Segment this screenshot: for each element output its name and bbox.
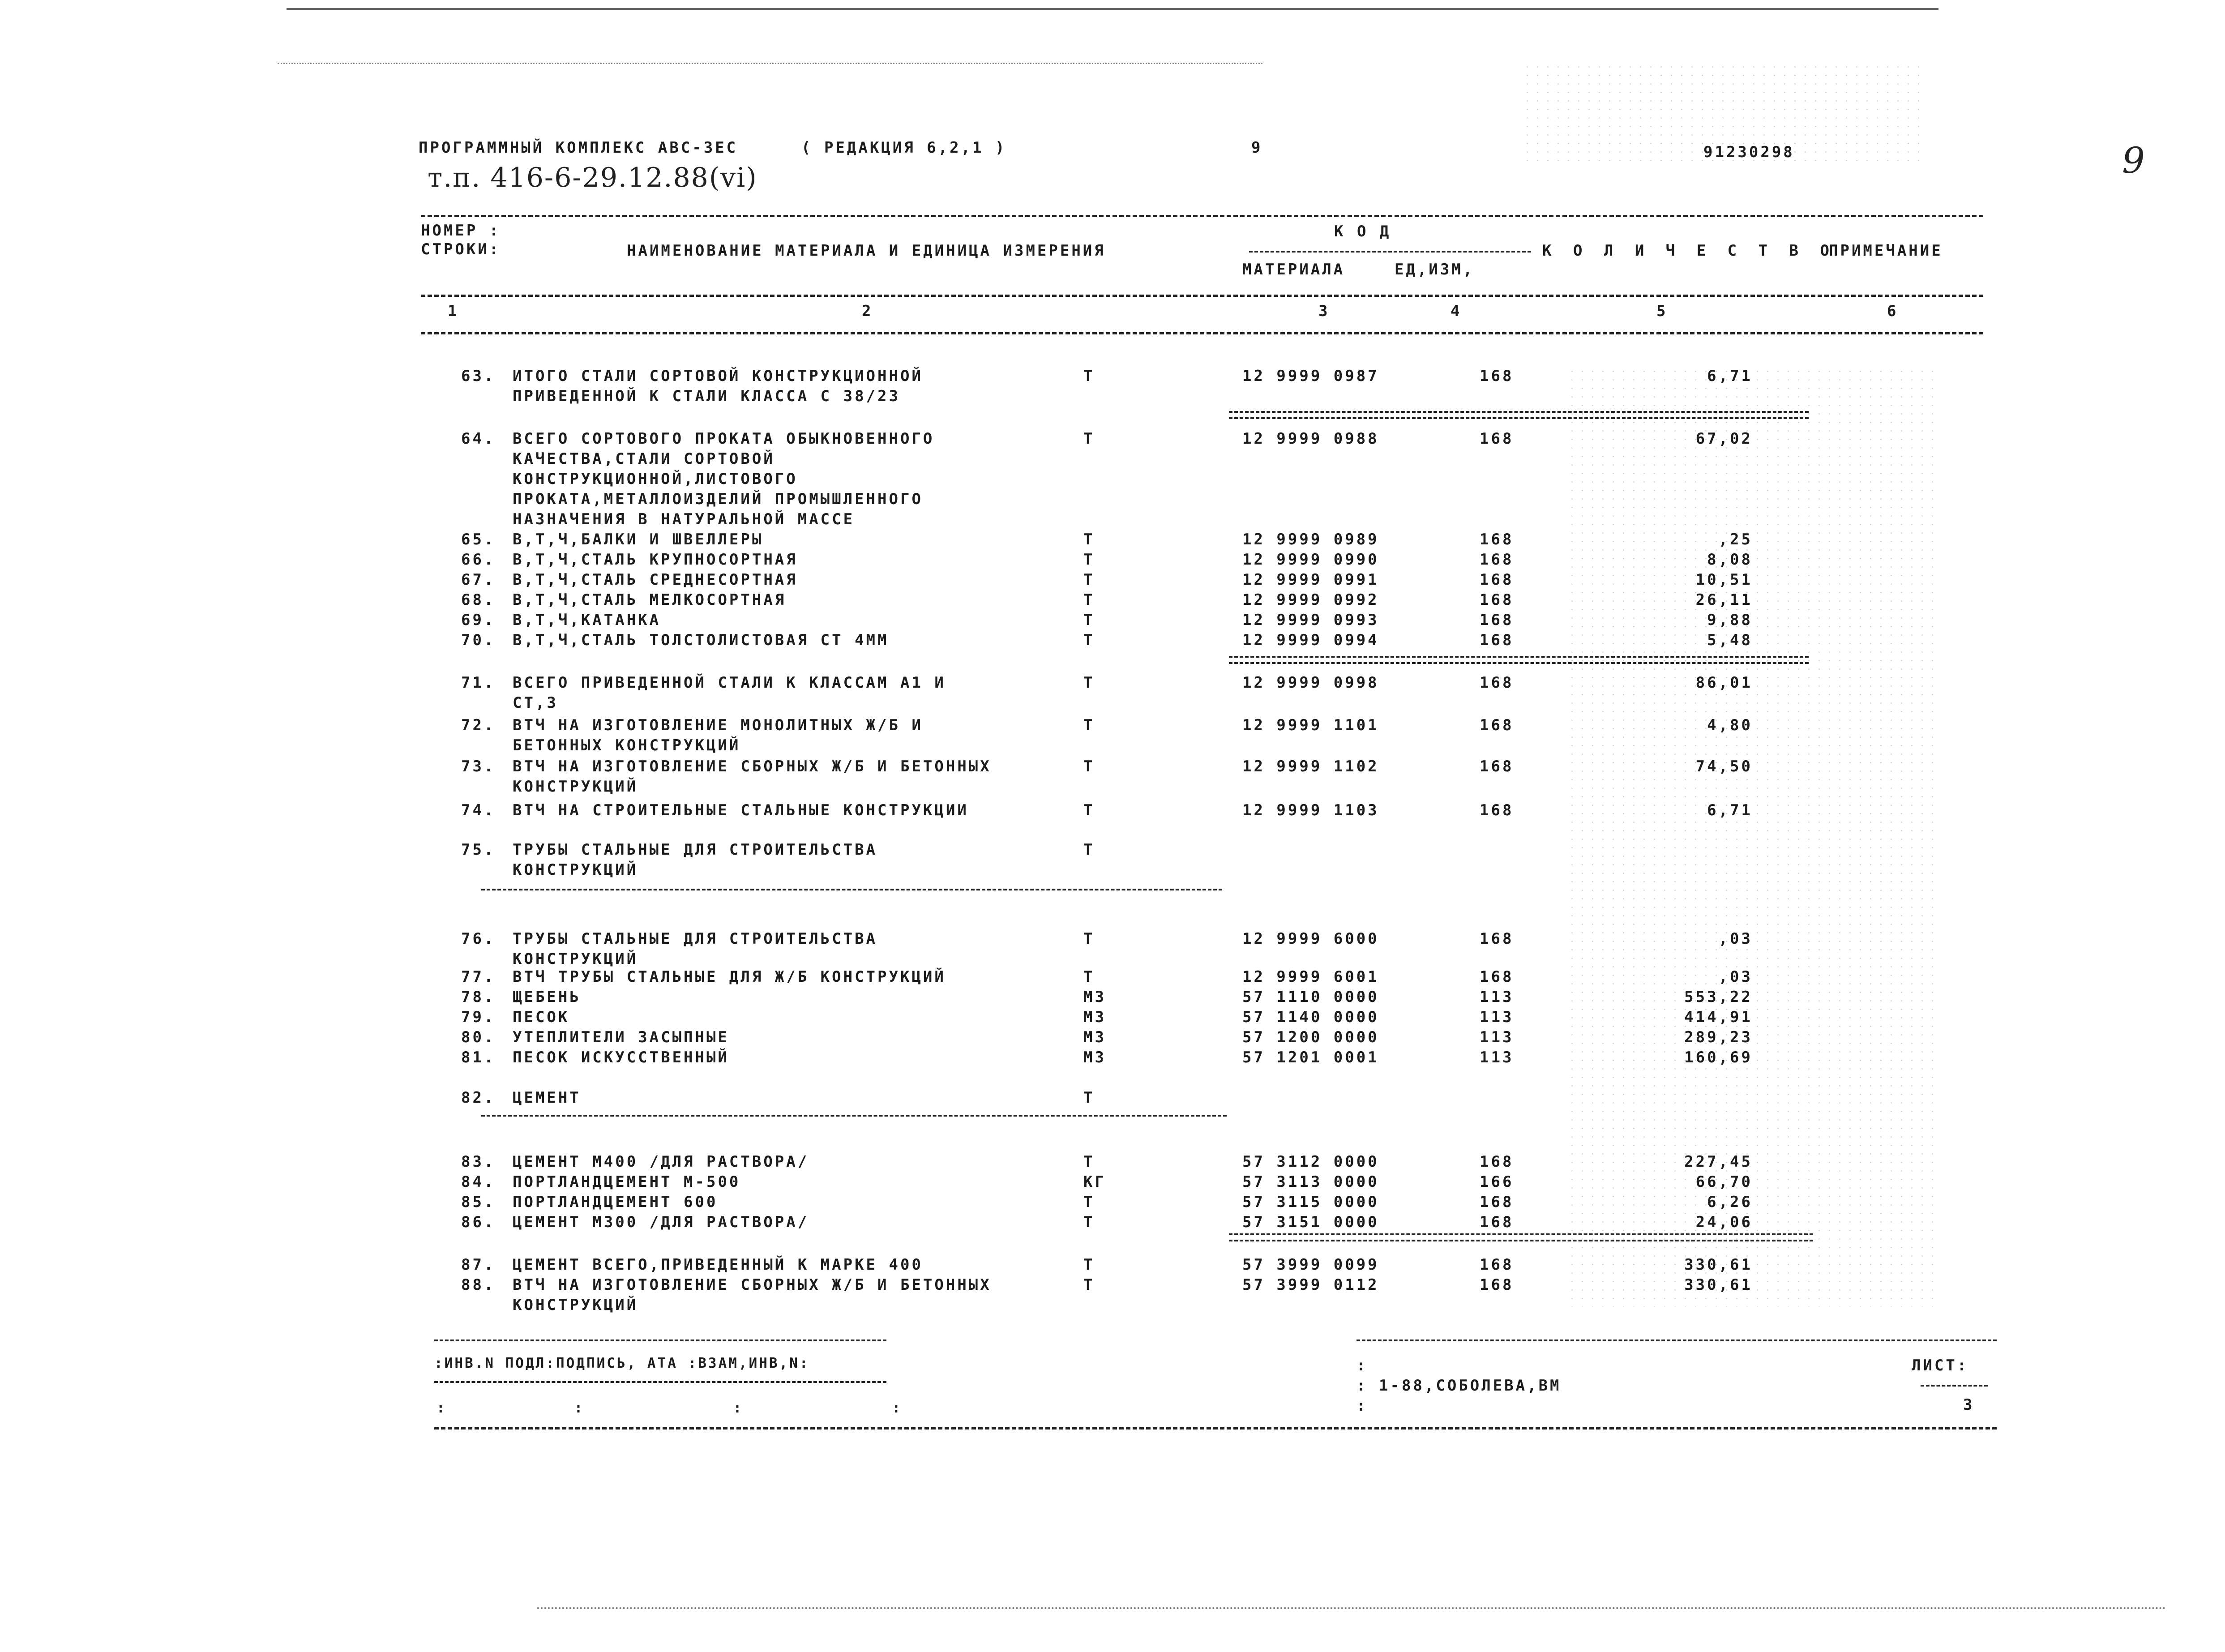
quantity-value: 8,08 (1707, 551, 1753, 569)
material-name-line: В,Т,Ч,БАЛКИ И ШВЕЛЛЕРЫ (513, 531, 764, 548)
kod-subrule (1249, 251, 1531, 253)
sheet-number: 3 (1963, 1396, 1975, 1414)
row-number: 67. (461, 571, 496, 589)
row-number: 77. (461, 968, 496, 986)
unit-code: 168 (1480, 631, 1514, 649)
colnum-1: 1 (448, 302, 459, 320)
unit-of-measure: Т (1083, 631, 1095, 649)
unit-code: 168 (1480, 1153, 1514, 1171)
col1-header-line2: СТРОКИ: (421, 240, 501, 258)
header-bottom-rule (421, 332, 1983, 334)
quantity-value: 74,50 (1695, 758, 1753, 775)
material-name-line: КОНСТРУКЦИЙ (513, 950, 638, 968)
unit-code: 168 (1480, 1193, 1514, 1211)
unit-of-measure: Т (1083, 430, 1095, 448)
double-rule-71 (1229, 656, 1809, 664)
unit-of-measure: Т (1083, 1213, 1095, 1231)
material-code: 57 3999 0099 (1242, 1256, 1379, 1274)
material-name-line: ПЕСОК (513, 1008, 570, 1026)
sheet-label: ЛИСТ: (1912, 1357, 1969, 1374)
unit-of-measure: М3 (1083, 1028, 1106, 1046)
material-name-line: КОНСТРУКЦИЙ (513, 1296, 638, 1314)
material-code: 12 9999 0989 (1242, 531, 1379, 548)
colnum-5: 5 (1656, 302, 1668, 320)
handwritten-reference: т.п. 416-6-29.12.88(vi) (428, 162, 757, 193)
quantity-value: 414,91 (1684, 1008, 1753, 1026)
program-name: ПРОГРАММНЫЙ КОМПЛЕКС АВС-3ЕС (419, 139, 738, 157)
material-code: 57 1110 0000 (1242, 988, 1379, 1006)
title-block-colon: : (1356, 1357, 1368, 1374)
row-number: 74. (461, 801, 496, 819)
col2-header: НАИМЕНОВАНИЕ МАТЕРИАЛА И ЕДИНИЦА ИЗМЕРЕНИЯ (627, 242, 1106, 260)
material-code: 12 9999 1101 (1242, 716, 1379, 734)
unit-code: 168 (1480, 430, 1514, 448)
material-name-line: ЦЕМЕНТ (513, 1089, 581, 1107)
unit-code: 168 (1480, 531, 1514, 548)
sheet-rule (1921, 1385, 1988, 1387)
quantity-value: 227,45 (1684, 1153, 1753, 1171)
material-name-line: В,Т,Ч,СТАЛЬ КРУПНОСОРТНАЯ (513, 551, 798, 569)
unit-code: 168 (1480, 716, 1514, 734)
colnum-3: 3 (1318, 302, 1330, 320)
row-number: 85. (461, 1193, 496, 1211)
stamp-top-rule (434, 1340, 886, 1341)
row-number: 64. (461, 430, 496, 448)
unit-code: 168 (1480, 1256, 1514, 1274)
quantity-value: ,03 (1718, 968, 1753, 986)
material-code: 57 3113 0000 (1242, 1173, 1379, 1191)
material-name-line: ВТЧ НА ИЗГОТОВЛЕНИЕ СБОРНЫХ Ж/Б И БЕТОННЫХ (513, 758, 992, 775)
unit-of-measure: Т (1083, 1089, 1095, 1107)
quantity-value: 6,26 (1707, 1193, 1753, 1211)
material-name-line: КОНСТРУКЦИОННОЙ,ЛИСТОВОГО (513, 470, 798, 488)
unit-of-measure: Т (1083, 1193, 1095, 1211)
material-code: 12 9999 6001 (1242, 968, 1379, 986)
material-code: 57 1201 0001 (1242, 1049, 1379, 1066)
row-number: 76. (461, 930, 496, 948)
quantity-value: 330,61 (1684, 1276, 1753, 1294)
row-number: 75. (461, 841, 496, 859)
row-number: 63. (461, 367, 496, 385)
material-name-line: ПРОКАТА,МЕТАЛЛОИЗДЕЛИЙ ПРОМЫШЛЕННОГО (513, 490, 923, 508)
material-name-line: КОНСТРУКЦИЙ (513, 778, 638, 796)
document-code: 91230298 (1703, 143, 1795, 161)
unit-of-measure: М3 (1083, 1008, 1106, 1026)
material-name-line: КОНСТРУКЦИЙ (513, 861, 638, 879)
unit-code: 168 (1480, 758, 1514, 775)
unit-code: 113 (1480, 1028, 1514, 1046)
double-rule-87 (1229, 1233, 1813, 1241)
row-number: 83. (461, 1153, 496, 1171)
material-name-line: ЦЕМЕНТ М300 /ДЛЯ РАСТВОРА/ (513, 1213, 809, 1231)
unit-code: 113 (1480, 1008, 1514, 1026)
unit-of-measure: Т (1083, 968, 1095, 986)
material-name-line: УТЕПЛИТЕЛИ ЗАСЫПНЫЕ (513, 1028, 729, 1046)
unit-of-measure: М3 (1083, 988, 1106, 1006)
quantity-value: 5,48 (1707, 631, 1753, 649)
row-number: 87. (461, 1256, 496, 1274)
unit-code: 168 (1480, 930, 1514, 948)
row-number: 66. (461, 551, 496, 569)
unit-of-measure: Т (1083, 1276, 1095, 1294)
page-number: 9 (1251, 139, 1263, 157)
unit-code: 168 (1480, 674, 1514, 692)
kod-header: К О Д (1334, 223, 1391, 240)
material-code: 12 9999 0990 (1242, 551, 1379, 569)
quantity-value: 6,71 (1707, 801, 1753, 819)
quantity-value: 330,61 (1684, 1256, 1753, 1274)
stamp-header: :ИНВ.N ПОДЛ:ПОДПИСЬ, АТА :ВЗАМ,ИНВ,N: (434, 1355, 810, 1371)
row-number: 82. (461, 1089, 496, 1107)
unit-code: 166 (1480, 1173, 1514, 1191)
quantity-value: 24,06 (1695, 1213, 1753, 1231)
stamp-mid-rule (434, 1381, 886, 1383)
material-name-line: ПРИВЕДЕННОЙ К СТАЛИ КЛАССА С 38/23 (513, 387, 900, 405)
material-name-line: ВСЕГО СОРТОВОГО ПРОКАТА ОБЫКНОВЕННОГО (513, 430, 935, 448)
scan-noise-line (278, 63, 1262, 64)
quantity-value: 289,23 (1684, 1028, 1753, 1046)
unit-code: 168 (1480, 968, 1514, 986)
row-number: 69. (461, 611, 496, 629)
quantity-value: 86,01 (1695, 674, 1753, 692)
quantity-value: 10,51 (1695, 571, 1753, 589)
material-name-line: СТ,3 (513, 694, 558, 712)
quantity-value: ,25 (1718, 531, 1753, 548)
material-code: 57 3112 0000 (1242, 1153, 1379, 1171)
material-code: 57 3999 0112 (1242, 1276, 1379, 1294)
material-code: 12 9999 0987 (1242, 367, 1379, 385)
material-name-line: ВТЧ НА ИЗГОТОВЛЕНИЕ СБОРНЫХ Ж/Б И БЕТОННЫХ (513, 1276, 992, 1294)
author-label: 1-88,СОБОЛЕВА,ВМ (1379, 1377, 1562, 1395)
unit-code: 168 (1480, 801, 1514, 819)
unit-of-measure: Т (1083, 1153, 1095, 1171)
material-name-line: ИТОГО СТАЛИ СОРТОВОЙ КОНСТРУКЦИОННОЙ (513, 367, 923, 385)
quantity-value: 553,22 (1684, 988, 1753, 1006)
material-name-line: ТРУБЫ СТАЛЬНЫЕ ДЛЯ СТРОИТЕЛЬСТВА (513, 841, 878, 859)
title-block-top-rule (1356, 1340, 1997, 1341)
unit-of-measure: Т (1083, 674, 1095, 692)
row-number: 71. (461, 674, 496, 692)
material-name-line: ЦЕМЕНТ М400 /ДЛЯ РАСТВОРА/ (513, 1153, 809, 1171)
section-rule-75 (481, 889, 1222, 890)
material-name-line: ЦЕМЕНТ ВСЕГО,ПРИВЕДЕННЫЙ К МАРКЕ 400 (513, 1256, 923, 1274)
row-number: 84. (461, 1173, 496, 1191)
material-code: 12 9999 0988 (1242, 430, 1379, 448)
header-mid-rule (421, 295, 1983, 297)
header-top-rule (421, 215, 1983, 217)
kod-unit-header: ЕД,ИЗМ, (1395, 261, 1475, 278)
unit-code: 168 (1480, 591, 1514, 609)
quantity-value: 6,71 (1707, 367, 1753, 385)
unit-of-measure: Т (1083, 716, 1095, 734)
material-name-line: В,Т,Ч,СТАЛЬ МЕЛКОСОРТНАЯ (513, 591, 787, 609)
unit-code: 168 (1480, 367, 1514, 385)
material-name-line: КАЧЕСТВА,СТАЛИ СОРТОВОЙ (513, 450, 775, 468)
material-name-line: НАЗНАЧЕНИЯ В НАТУРАЛЬНОЙ МАССЕ (513, 510, 855, 528)
material-code: 57 1200 0000 (1242, 1028, 1379, 1046)
stamp-colons: : : : : (436, 1400, 903, 1416)
row-number: 88. (461, 1276, 496, 1294)
colnum-4: 4 (1451, 302, 1462, 320)
row-number: 81. (461, 1049, 496, 1066)
quantity-header: К О Л И Ч Е С Т В О (1542, 242, 1836, 260)
colnum-6: 6 (1887, 302, 1899, 320)
unit-of-measure: М3 (1083, 1049, 1106, 1066)
edition-label: ( РЕДАКЦИЯ 6,2,1 ) (801, 139, 1007, 157)
handwritten-page-number: 9 (2122, 140, 2146, 181)
col1-header-line1: НОМЕР : (421, 222, 501, 240)
unit-code: 168 (1480, 571, 1514, 589)
unit-of-measure: Т (1083, 551, 1095, 569)
row-number: 65. (461, 531, 496, 548)
material-name-line: БЕТОННЫХ КОНСТРУКЦИЙ (513, 736, 741, 754)
quantity-value: 4,80 (1707, 716, 1753, 734)
material-name-line: ТРУБЫ СТАЛЬНЫЕ ДЛЯ СТРОИТЕЛЬСТВА (513, 930, 878, 948)
double-rule-64 (1229, 411, 1809, 419)
unit-of-measure: Т (1083, 591, 1095, 609)
row-number: 73. (461, 758, 496, 775)
material-name-line: ВТЧ ТРУБЫ СТАЛЬНЫЕ ДЛЯ Ж/Б КОНСТРУКЦИЙ (513, 968, 946, 986)
material-name-line: В,Т,Ч,СТАЛЬ ТОЛСТОЛИСТОВАЯ СТ 4ММ (513, 631, 889, 649)
material-name-line: ЩЕБЕНЬ (513, 988, 581, 1006)
row-number: 72. (461, 716, 496, 734)
row-number: 80. (461, 1028, 496, 1046)
colnum-2: 2 (862, 302, 873, 320)
quantity-value: 9,88 (1707, 611, 1753, 629)
unit-code: 113 (1480, 1049, 1514, 1066)
section-rule-82 (481, 1115, 1227, 1117)
row-number: 86. (461, 1213, 496, 1231)
quantity-value: 26,11 (1695, 591, 1753, 609)
quantity-value: 67,02 (1695, 430, 1753, 448)
material-code: 12 9999 0998 (1242, 674, 1379, 692)
unit-of-measure: Т (1083, 841, 1095, 859)
scan-noise-line-bottom (537, 1607, 2167, 1609)
unit-of-measure: КГ (1083, 1173, 1106, 1191)
quantity-value: ,03 (1718, 930, 1753, 948)
title-block-colon-3: : (1356, 1397, 1368, 1415)
row-number: 68. (461, 591, 496, 609)
quantity-value: 160,69 (1684, 1049, 1753, 1066)
material-code: 57 3151 0000 (1242, 1213, 1379, 1231)
material-code: 57 3115 0000 (1242, 1193, 1379, 1211)
material-name-line: ВТЧ НА ИЗГОТОВЛЕНИЕ МОНОЛИТНЫХ Ж/Б И (513, 716, 923, 734)
footer-bottom-rule (434, 1427, 1997, 1429)
material-name-line: В,Т,Ч,КАТАНКА (513, 611, 661, 629)
unit-of-measure: Т (1083, 758, 1095, 775)
unit-of-measure: Т (1083, 930, 1095, 948)
unit-code: 168 (1480, 1276, 1514, 1294)
material-code: 12 9999 0992 (1242, 591, 1379, 609)
material-code: 12 9999 6000 (1242, 930, 1379, 948)
material-name-line: ВТЧ НА СТРОИТЕЛЬНЫЕ СТАЛЬНЫЕ КОНСТРУКЦИИ (513, 801, 969, 819)
unit-of-measure: Т (1083, 367, 1095, 385)
title-block-colon-2: : (1356, 1377, 1368, 1395)
material-name-line: В,Т,Ч,СТАЛЬ СРЕДНЕСОРТНАЯ (513, 571, 798, 589)
unit-of-measure: Т (1083, 611, 1095, 629)
material-code: 12 9999 0991 (1242, 571, 1379, 589)
material-code: 12 9999 1103 (1242, 801, 1379, 819)
unit-code: 168 (1480, 551, 1514, 569)
material-code: 57 1140 0000 (1242, 1008, 1379, 1026)
material-name-line: ВСЕГО ПРИВЕДЕННОЙ СТАЛИ К КЛАССАМ А1 И (513, 674, 946, 692)
unit-of-measure: Т (1083, 1256, 1095, 1274)
unit-of-measure: Т (1083, 571, 1095, 589)
material-code: 12 9999 0994 (1242, 631, 1379, 649)
row-number: 79. (461, 1008, 496, 1026)
unit-of-measure: Т (1083, 531, 1095, 548)
unit-code: 168 (1480, 611, 1514, 629)
material-code: 12 9999 1102 (1242, 758, 1379, 775)
note-header: ПРИМЕЧАНИЕ (1829, 242, 1943, 260)
material-code: 12 9999 0993 (1242, 611, 1379, 629)
kod-material-header: МАТЕРИАЛА (1242, 261, 1345, 278)
material-name-line: ПЕСОК ИСКУССТВЕННЫЙ (513, 1049, 729, 1066)
row-number: 70. (461, 631, 496, 649)
row-number: 78. (461, 988, 496, 1006)
material-name-line: ПОРТЛАНДЦЕМЕНТ 600 (513, 1193, 718, 1211)
unit-of-measure: Т (1083, 801, 1095, 819)
unit-code: 113 (1480, 988, 1514, 1006)
unit-code: 168 (1480, 1213, 1514, 1231)
quantity-value: 66,70 (1695, 1173, 1753, 1191)
scan-edge-line (287, 8, 1938, 10)
material-name-line: ПОРТЛАНДЦЕМЕНТ М-500 (513, 1173, 741, 1191)
